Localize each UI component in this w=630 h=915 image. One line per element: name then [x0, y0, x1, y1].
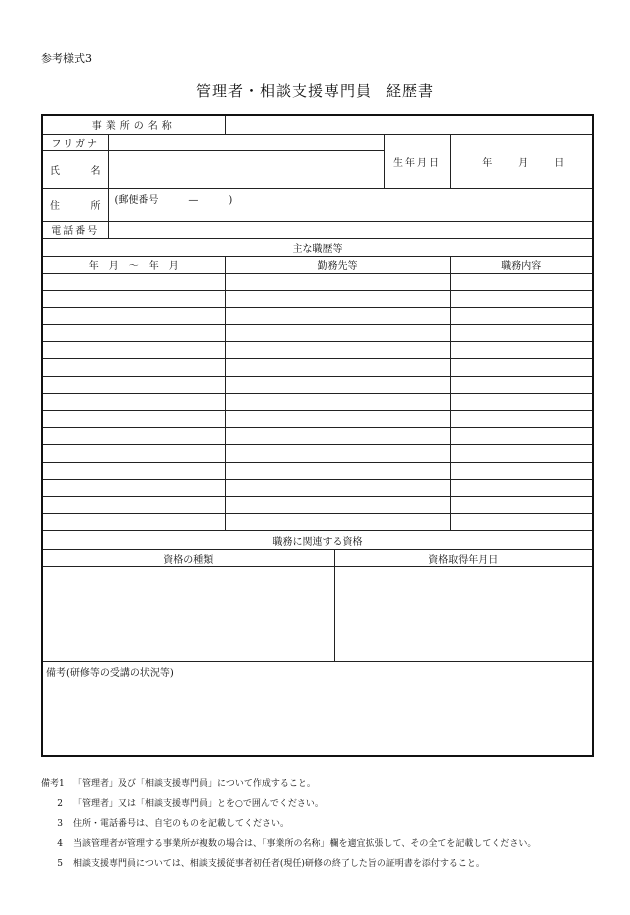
- note-text: 住所・電話番号は、自宅のものを記載してください。: [73, 819, 290, 829]
- career-row: [42, 514, 593, 531]
- remarks-label: 備考(研修等の受講の状況等): [46, 668, 174, 680]
- birth-date-label: 生年月日: [384, 134, 450, 188]
- note-number: 2: [57, 799, 63, 809]
- career-duties-cell[interactable]: [450, 514, 593, 531]
- career-form-table: [41, 114, 594, 757]
- qualification-date-field[interactable]: [334, 567, 593, 662]
- career-period-cell[interactable]: [42, 496, 225, 513]
- col-period-header: 年 月 ～ 年 月: [42, 256, 225, 273]
- career-row: [42, 376, 593, 393]
- career-period-cell[interactable]: [42, 359, 225, 376]
- career-employer-cell[interactable]: [225, 376, 450, 393]
- career-duties-cell[interactable]: [450, 462, 593, 479]
- career-employer-cell[interactable]: [225, 290, 450, 307]
- career-employer-cell[interactable]: [225, 359, 450, 376]
- career-employer-cell[interactable]: [225, 411, 450, 428]
- career-duties-cell[interactable]: [450, 428, 593, 445]
- career-employer-cell[interactable]: [225, 273, 450, 290]
- note-item: [41, 834, 611, 854]
- career-duties-cell[interactable]: [450, 376, 593, 393]
- furigana-label: フリガナ: [42, 134, 108, 150]
- career-period-cell[interactable]: [42, 514, 225, 531]
- career-period-cell[interactable]: [42, 411, 225, 428]
- career-row: [42, 479, 593, 496]
- career-period-cell[interactable]: [42, 445, 225, 462]
- career-duties-cell[interactable]: [450, 273, 593, 290]
- career-employer-cell[interactable]: [225, 479, 450, 496]
- career-period-cell[interactable]: [42, 290, 225, 307]
- career-period-cell[interactable]: [42, 325, 225, 342]
- office-name-field[interactable]: [225, 115, 593, 134]
- qualification-section-title: 職務に関連する資格: [42, 531, 593, 550]
- career-duties-cell[interactable]: [450, 496, 593, 513]
- career-row: [42, 359, 593, 376]
- career-duties-cell[interactable]: [450, 479, 593, 496]
- career-duties-cell[interactable]: [450, 445, 593, 462]
- col-qualification-type-header: 資格の種類: [42, 550, 334, 567]
- col-qualification-date-header: 資格取得年月日: [334, 550, 593, 567]
- note-number: 5: [57, 859, 63, 869]
- career-row: [42, 393, 593, 410]
- note-item: [41, 814, 611, 834]
- furigana-field[interactable]: [108, 134, 384, 150]
- birth-date-field[interactable]: 年 月 日: [450, 134, 593, 188]
- career-duties-cell[interactable]: [450, 325, 593, 342]
- career-period-cell[interactable]: [42, 479, 225, 496]
- remarks-field[interactable]: [42, 662, 593, 756]
- career-duties-cell[interactable]: [450, 342, 593, 359]
- note-text: 当該管理者が管理する事業所が複数の場合は、「事業所の名称」欄を適宜拡張して、その全てを記載してください。: [73, 839, 537, 849]
- col-duties-header: 職務内容: [450, 256, 593, 273]
- career-row: [42, 462, 593, 479]
- career-row: [42, 496, 593, 513]
- career-row: [42, 411, 593, 428]
- career-period-cell[interactable]: [42, 376, 225, 393]
- career-employer-cell[interactable]: [225, 496, 450, 513]
- form-label: 参考様式3: [41, 52, 92, 65]
- title-main: 管理者・相談支援専門員: [195, 82, 372, 100]
- career-period-cell[interactable]: [42, 342, 225, 359]
- note-text: 「管理者」又は「相談支援専門員」とを○で囲んでください。: [73, 799, 324, 809]
- career-duties-cell[interactable]: [450, 290, 593, 307]
- career-period-cell[interactable]: [42, 462, 225, 479]
- address-label: 住 所: [42, 188, 108, 221]
- name-field[interactable]: [108, 150, 384, 188]
- note-text: 相談支援専門員については、相談支援従事者初任者(現任)研修の終了した旨の証明書を添付すること。: [73, 859, 485, 869]
- career-row: [42, 290, 593, 307]
- note-item: [41, 774, 611, 794]
- career-employer-cell[interactable]: [225, 393, 450, 410]
- career-duties-cell[interactable]: [450, 359, 593, 376]
- page-title: [0, 80, 630, 101]
- career-employer-cell[interactable]: [225, 445, 450, 462]
- address-field[interactable]: (郵便番号 — ): [108, 188, 593, 221]
- career-duties-cell[interactable]: [450, 393, 593, 410]
- career-row: [42, 342, 593, 359]
- career-period-cell[interactable]: [42, 428, 225, 445]
- career-row: [42, 325, 593, 342]
- career-section-title: 主な職歴等: [42, 238, 593, 256]
- career-employer-cell[interactable]: [225, 428, 450, 445]
- career-employer-cell[interactable]: [225, 514, 450, 531]
- career-duties-cell[interactable]: [450, 307, 593, 324]
- note-number: 4: [57, 839, 63, 849]
- career-duties-cell[interactable]: [450, 411, 593, 428]
- career-employer-cell[interactable]: [225, 325, 450, 342]
- phone-label: 電話番号: [42, 221, 108, 238]
- note-item: [41, 854, 611, 874]
- career-employer-cell[interactable]: [225, 462, 450, 479]
- career-period-cell[interactable]: [42, 307, 225, 324]
- note-number: 備考1: [41, 779, 65, 789]
- career-employer-cell[interactable]: [225, 342, 450, 359]
- office-name-label: 事業所の名称: [42, 115, 225, 134]
- career-period-cell[interactable]: [42, 393, 225, 410]
- phone-field[interactable]: [108, 221, 593, 238]
- qualification-type-field[interactable]: [42, 567, 334, 662]
- note-item: [41, 794, 611, 814]
- title-sub: 経歴書: [386, 82, 435, 100]
- career-row: [42, 445, 593, 462]
- career-row: [42, 273, 593, 290]
- note-number: 3: [57, 819, 63, 829]
- note-text: 「管理者」及び「相談支援専門員」について作成すること。: [73, 779, 316, 789]
- career-row: [42, 307, 593, 324]
- career-row: [42, 428, 593, 445]
- col-employer-header: 勤務先等: [225, 256, 450, 273]
- name-label: 氏 名: [42, 150, 108, 188]
- career-employer-cell[interactable]: [225, 307, 450, 324]
- career-period-cell[interactable]: [42, 273, 225, 290]
- notes-list: [41, 774, 611, 874]
